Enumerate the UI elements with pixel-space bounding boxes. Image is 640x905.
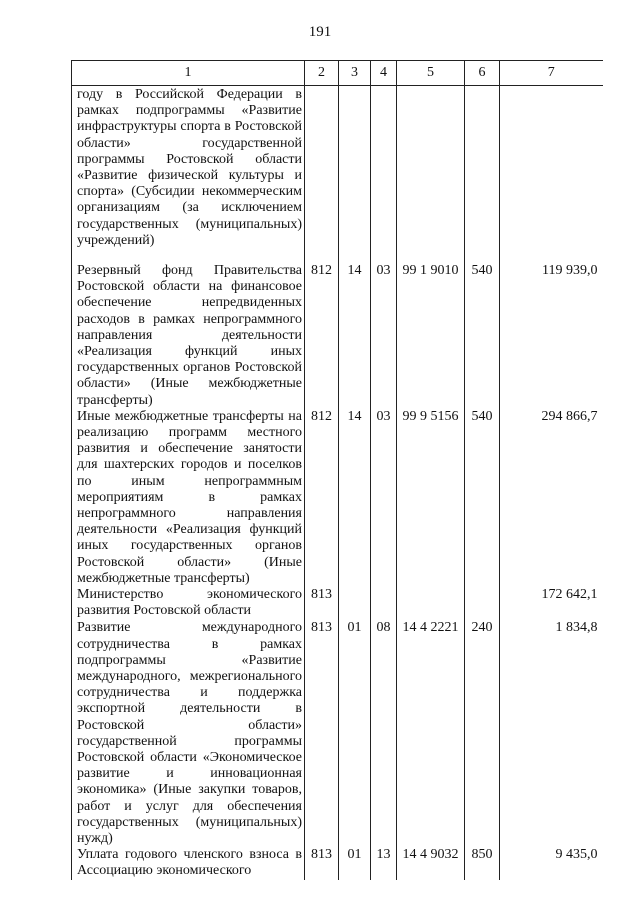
column-header-section: 3	[339, 61, 371, 86]
row-description: Уплата годового членского взноса в Ассоциацию экономического	[72, 847, 305, 879]
row-description: Министерство экономического развития Ростовской области	[72, 587, 305, 620]
row-subsection: 13	[371, 847, 397, 879]
row-subsection: 08	[371, 620, 397, 847]
row-subsection: 03	[371, 409, 397, 587]
row-subsection	[371, 587, 397, 620]
row-ministry: 812	[305, 409, 339, 587]
row-description: Развитие международного сотрудничества в рамках подпрограммы «Развитие международного, межрегионального сотрудничества и поддержка экспортной деятельности в Ростовской области» государственной программы Ростовской области «Экономическое развитие и инновационная экономика» (Иные закупки товаров, работ и услуг для обеспечения государственных (муниципальных) нужд)	[72, 620, 305, 847]
row-amount: 9 435,0	[500, 847, 603, 879]
row-amount: 294 866,7	[500, 409, 603, 587]
row-type: 540	[465, 409, 500, 587]
row-section: 14	[339, 263, 371, 409]
row-description: Иные межбюджетные трансферты на реализацию программ местного развития и обеспечение занятости для шахтерских городов и поселков по иным непрограммным мероприятиям в рамках непрограммного направления деятельности «Реализация функций иных государственных органов Ростовской области» (Иные межбюджетные трансферты)	[72, 409, 305, 587]
row-type	[465, 86, 500, 264]
row-section: 14	[339, 409, 371, 587]
row-type: 240	[465, 620, 500, 847]
row-ministry	[305, 86, 339, 264]
row-section: 01	[339, 847, 371, 879]
table-row	[72, 587, 603, 620]
row-target	[397, 587, 465, 620]
column-header-description: 1	[72, 61, 305, 86]
table-row	[72, 409, 603, 587]
row-ministry: 813	[305, 847, 339, 879]
row-section	[339, 86, 371, 264]
row-ministry: 813	[305, 620, 339, 847]
row-ministry: 812	[305, 263, 339, 409]
row-amount: 1 834,8	[500, 620, 603, 847]
column-header-type: 6	[465, 61, 500, 86]
row-type: 850	[465, 847, 500, 879]
column-header-subsection: 4	[371, 61, 397, 86]
row-description: Резервный фонд Правительства Ростовской области на финансовое обеспечение непредвиденных расходов в рамках непрограммного направления деятельности «Реализация функций иных государственных органов Ростовской области» (Иные межбюджетные трансферты)	[72, 263, 305, 409]
row-subsection: 03	[371, 263, 397, 409]
column-header-ministry: 2	[305, 61, 339, 86]
row-target: 99 9 5156	[397, 409, 465, 587]
budget-table	[71, 60, 603, 880]
row-amount	[500, 86, 603, 264]
row-amount: 172 642,1	[500, 587, 603, 620]
table-row	[72, 263, 603, 409]
table-row	[72, 847, 603, 879]
table-row	[72, 620, 603, 847]
row-target: 14 4 2221	[397, 620, 465, 847]
row-type	[465, 587, 500, 620]
row-section	[339, 587, 371, 620]
table-row	[72, 86, 603, 264]
row-target	[397, 86, 465, 264]
table-header-row	[72, 61, 603, 86]
row-type: 540	[465, 263, 500, 409]
row-section: 01	[339, 620, 371, 847]
row-amount: 119 939,0	[500, 263, 603, 409]
row-description: году в Российской Федерации в рамках подпрограммы «Развитие инфраструктуры спорта в Ростовской области» государственной программы Ростовской области «Развитие физической культуры и спорта» (Субсидии некоммерческим организациям (за исключением государственных (муниципальных) учреждений)	[72, 86, 305, 264]
column-header-amount: 7	[500, 61, 603, 86]
row-target: 99 1 9010	[397, 263, 465, 409]
row-target: 14 4 9032	[397, 847, 465, 879]
row-ministry: 813	[305, 587, 339, 620]
page-number: 191	[308, 24, 332, 40]
column-header-target: 5	[397, 61, 465, 86]
row-subsection	[371, 86, 397, 264]
